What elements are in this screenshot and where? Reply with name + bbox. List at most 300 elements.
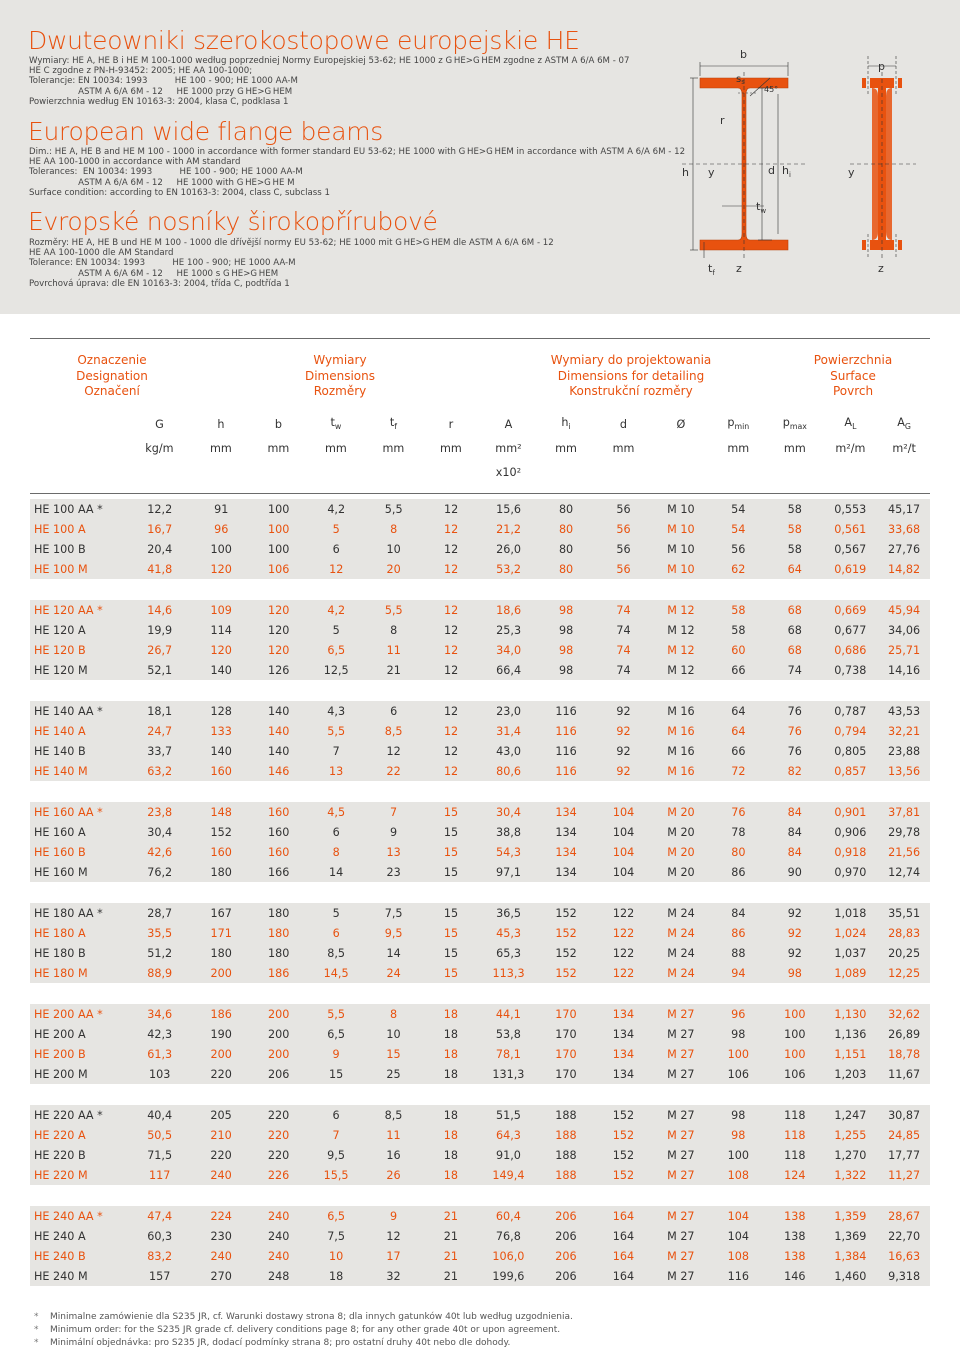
table-cell: M 24: [667, 966, 695, 980]
table-cell: 68: [787, 643, 802, 657]
table-cell: 0,970: [834, 865, 867, 879]
beam-section-diagram: [672, 36, 932, 286]
column-unit: mm: [783, 442, 806, 455]
table-cell: 30,4: [496, 805, 521, 819]
table-cell: 50,5: [147, 1128, 173, 1142]
size-group: [30, 903, 930, 983]
table-cell: 24,85: [888, 1128, 921, 1142]
table-cell: 5: [332, 906, 340, 920]
table-cell: 21: [443, 1209, 458, 1223]
profile-designation: HE 140 AA *: [34, 704, 103, 718]
table-cell: 19,9: [147, 623, 173, 637]
table-cell: 118: [784, 1108, 806, 1122]
table-cell: 167: [210, 906, 232, 920]
column-symbol: h: [217, 417, 225, 431]
table-row: [30, 499, 930, 519]
header-panel: [0, 0, 960, 314]
table-cell: M 20: [667, 845, 695, 859]
table-cell: 140: [268, 704, 290, 718]
table-cell: 12,2: [147, 502, 173, 516]
table-cell: 30,87: [888, 1108, 921, 1122]
column-symbol: G: [155, 417, 164, 431]
table-cell: 6: [332, 825, 340, 839]
profile-designation: HE 180 M: [34, 966, 88, 980]
table-cell: 16: [386, 1148, 401, 1162]
table-cell: 52,1: [147, 663, 173, 677]
table-cell: 18: [443, 1047, 458, 1061]
column-symbol: Ø: [676, 417, 686, 431]
table-cell: 0,787: [834, 704, 867, 718]
table-cell: 1,018: [834, 906, 867, 920]
table-cell: 9: [390, 825, 398, 839]
table-cell: 180: [210, 865, 232, 879]
table-cell: 98: [731, 1027, 746, 1041]
table-cell: 118: [784, 1128, 806, 1142]
table-cell: 21: [443, 1269, 458, 1283]
table-cell: 120: [268, 603, 290, 617]
table-cell: 100: [268, 502, 290, 516]
spec-line: Povrchová úprava: dle EN 10163-3: 2004, třída C, podtřída 1: [29, 278, 290, 289]
table-cell: 16,7: [147, 522, 173, 536]
table-cell: 12,74: [888, 865, 921, 879]
table-cell: 26,89: [888, 1027, 921, 1041]
table-cell: 61,3: [147, 1047, 173, 1061]
profile-designation: HE 140 M: [34, 764, 88, 778]
table-cell: 18,6: [496, 603, 522, 617]
table-cell: 80: [558, 502, 574, 516]
table-cell: 104: [727, 1229, 749, 1243]
table-cell: 248: [267, 1269, 290, 1283]
table-cell: 60,4: [495, 1209, 521, 1223]
table-cell: 9,318: [888, 1269, 921, 1283]
table-cell: 180: [267, 906, 290, 920]
table-cell: 74: [616, 643, 631, 657]
table-cell: 54: [731, 502, 746, 516]
table-cell: 134: [612, 1027, 635, 1041]
table-cell: 18: [443, 1148, 459, 1162]
table-cell: 240: [267, 1209, 290, 1223]
title-english: European wide flange beams: [28, 117, 384, 146]
table-cell: 180: [267, 946, 290, 960]
table-cell: 96: [214, 522, 229, 536]
footnote: * Minimální objednávka: pro S235 JR, dodací podmínky strana 8; pro ostatní druhy 40t nebo dle dohody.: [34, 1338, 511, 1348]
column-symbol: r: [448, 417, 454, 431]
table-cell: 1,089: [834, 966, 867, 980]
table-cell: 157: [149, 1269, 171, 1283]
table-cell: 190: [210, 1027, 232, 1041]
profile-designation: HE 200 AA *: [34, 1007, 103, 1021]
column-symbol: $A_G$: [897, 416, 911, 432]
table-cell: 12: [443, 502, 459, 516]
table-cell: 18: [443, 1007, 458, 1021]
table-cell: 0,906: [834, 825, 867, 839]
table-cell: 62: [731, 562, 746, 576]
table-cell: 134: [555, 805, 577, 819]
table-cell: 0,857: [834, 764, 867, 778]
table-cell: 164: [612, 1229, 635, 1243]
symbol-row: [30, 414, 930, 434]
table-cell: 29,78: [888, 825, 921, 839]
table-cell: 32,62: [888, 1007, 921, 1021]
table-cell: 6: [332, 926, 340, 940]
table-cell: 8,5: [384, 724, 403, 738]
table-cell: 134: [555, 825, 577, 839]
table-cell: M 27: [667, 1047, 695, 1061]
table-cell: 68: [787, 603, 802, 617]
profile-designation: HE 100 B: [34, 542, 86, 556]
column-unit: mm: [267, 442, 290, 455]
table-cell: 12: [444, 623, 459, 637]
table-cell: 206: [555, 1209, 577, 1223]
column-unit: mm: [382, 442, 405, 455]
table-cell: 47,4: [147, 1209, 173, 1223]
table-cell: M 27: [667, 1067, 695, 1081]
table-cell: 26,7: [147, 643, 173, 657]
column-unit: mm: [612, 442, 635, 455]
table-cell: 270: [210, 1269, 232, 1283]
table-cell: 6,5: [327, 643, 346, 657]
table-cell: 164: [612, 1249, 635, 1263]
table-cell: 117: [148, 1168, 171, 1182]
table-cell: 134: [555, 865, 577, 879]
table-cell: 116: [555, 764, 577, 778]
column-symbol: $t_w$: [330, 416, 342, 432]
table-cell: 7,5: [327, 1229, 345, 1243]
table-cell: 104: [612, 845, 635, 859]
table-row: [30, 660, 930, 680]
polish-spec: [29, 56, 629, 107]
table-cell: 53,2: [496, 562, 522, 576]
spec-line: Powierzchnia według EN 10163-3: 2004, klasa C, podklasa 1: [29, 96, 289, 107]
table-cell: 100: [268, 542, 290, 556]
table-cell: 14,6: [147, 603, 173, 617]
table-row: [30, 1024, 930, 1044]
table-cell: 9: [332, 1047, 340, 1061]
table-cell: 104: [612, 825, 635, 839]
table-cell: 126: [268, 663, 290, 677]
table-cell: 82: [787, 764, 802, 778]
profile-designation: HE 140 B: [34, 744, 86, 758]
table-cell: 10: [386, 542, 401, 556]
table-cell: 122: [612, 906, 635, 920]
dim-ss-label: $s_s$: [736, 74, 745, 86]
column-unit: [652, 434, 709, 462]
axis-z-label: z: [878, 262, 884, 275]
dim-d-label: d: [768, 164, 775, 177]
table-cell: 7: [390, 805, 398, 819]
table-cell: 205: [210, 1108, 232, 1122]
table-cell: 240: [210, 1249, 232, 1263]
table-cell: 0,918: [834, 845, 867, 859]
table-cell: 15,5: [323, 1168, 349, 1182]
table-cell: 170: [555, 1047, 577, 1061]
table-cell: 14: [329, 865, 344, 879]
table-cell: 199,6: [492, 1269, 525, 1283]
table-cell: 92: [616, 744, 631, 758]
table-cell: M 24: [667, 926, 695, 940]
table-cell: 146: [784, 1269, 806, 1283]
table-cell: 12: [443, 704, 459, 718]
spec-line: HE C zgodne z PN-H-93452: 2005; HE AA 100-1000;: [29, 66, 253, 77]
table-cell: 14: [386, 946, 401, 960]
column-symbol: d: [619, 417, 628, 431]
table-cell: 83,2: [147, 1249, 173, 1263]
table-cell: 26,0: [496, 542, 522, 556]
table-row: [30, 539, 930, 559]
table-cell: 10: [386, 1027, 401, 1041]
column-symbol: $h_i$: [561, 416, 571, 432]
table-cell: 56: [616, 562, 631, 576]
table-cell: 100: [784, 1007, 806, 1021]
table-cell: 12: [386, 1229, 401, 1243]
table-cell: 220: [210, 1148, 232, 1162]
table-cell: M 20: [667, 825, 695, 839]
table-cell: 15: [443, 865, 459, 879]
table-cell: 5,5: [327, 1007, 345, 1021]
size-group: [30, 499, 930, 579]
table-cell: 160: [210, 845, 232, 859]
table-cell: M 12: [667, 643, 695, 657]
profile-designation: HE 240 M: [34, 1269, 88, 1283]
table-cell: 32: [386, 1269, 401, 1283]
table-cell: 92: [787, 906, 802, 920]
spec-line: Rozměry: HE A, HE B und HE M 100 - 1000 dle dřívější normy EU 53-62; HE 1000 mit G HE>G HEM dle ASTM A 6/A 6M - 12: [29, 238, 554, 248]
profile-designation: HE 160 B: [34, 845, 86, 859]
table-cell: 78: [731, 825, 746, 839]
table-cell: 92: [616, 724, 631, 738]
table-cell: 12: [444, 663, 459, 677]
table-cell: 64,3: [495, 1128, 521, 1142]
table-cell: 21,2: [496, 522, 522, 536]
profile-designation: HE 240 A: [34, 1229, 86, 1243]
table-cell: 220: [267, 1148, 290, 1162]
table-cell: 12: [329, 562, 344, 576]
table-cell: 80: [558, 522, 574, 536]
table-cell: 98: [558, 663, 574, 677]
table-cell: 120: [268, 623, 290, 637]
table-cell: 97,1: [496, 865, 521, 879]
table-cell: 91,0: [495, 1148, 521, 1162]
size-group: [30, 600, 930, 680]
table-cell: 0,553: [834, 502, 867, 516]
size-group: [30, 802, 930, 882]
table-cell: 152: [555, 906, 577, 920]
profile-designation: HE 140 A: [34, 724, 86, 738]
profile-designation: HE 120 AA *: [34, 603, 103, 617]
profile-designation: HE 160 AA *: [34, 805, 103, 819]
table-cell: 12: [443, 744, 459, 758]
table-cell: 18,78: [888, 1047, 921, 1061]
table-cell: 15: [443, 845, 459, 859]
profile-designation: HE 100 M: [34, 562, 88, 576]
table-cell: M 10: [667, 562, 695, 576]
table-cell: 138: [784, 1249, 806, 1263]
table-cell: 122: [612, 946, 635, 960]
table-cell: 94: [731, 966, 746, 980]
table-cell: 33,68: [888, 522, 921, 536]
spec-line: ASTM A 6/A 6M - 12 HE 1000 przy G HE>G HEM: [29, 86, 293, 97]
table-row: [30, 862, 930, 882]
table-cell: 21,56: [888, 845, 921, 859]
table-cell: 18: [443, 1027, 458, 1041]
group-detailing: Wymiary do projektowania Dimensions for detailing Konstrukční rozměry: [550, 353, 712, 398]
table-cell: 20,25: [888, 946, 921, 960]
bullet: *: [34, 1312, 39, 1322]
table-cell: 71,5: [147, 1148, 173, 1162]
table-cell: 220: [267, 1128, 290, 1142]
profile-designation: HE 120 A: [34, 623, 86, 637]
table-cell: 34,6: [147, 1007, 173, 1021]
table-cell: 60: [731, 643, 746, 657]
table-cell: 100: [727, 1148, 749, 1162]
table-cell: 171: [210, 926, 232, 940]
table-cell: 0,794: [834, 724, 867, 738]
table-cell: 66,4: [496, 663, 522, 677]
table-cell: 8,5: [384, 1108, 403, 1122]
table-cell: 31,4: [496, 724, 521, 738]
table-cell: 100: [784, 1047, 806, 1061]
table-cell: 76,2: [147, 865, 173, 879]
table-cell: 12: [444, 603, 459, 617]
table-row: [30, 600, 930, 620]
table-cell: 0,677: [834, 623, 867, 637]
table-cell: 1,460: [834, 1269, 867, 1283]
table-cell: 58: [787, 522, 802, 536]
table-row: [30, 1145, 930, 1165]
table-cell: 180: [210, 946, 232, 960]
table-cell: 15: [443, 805, 459, 819]
table-cell: 13: [329, 764, 344, 778]
table-row: [30, 1044, 930, 1064]
table-cell: 0,805: [834, 744, 867, 758]
profile-designation: HE 180 B: [34, 946, 86, 960]
table-cell: 149,4: [492, 1168, 525, 1182]
table-cell: 84: [787, 825, 802, 839]
table-cell: M 24: [667, 906, 695, 920]
table-cell: 160: [268, 805, 290, 819]
table-cell: 98: [731, 1108, 746, 1122]
dim-hi-label: $h_i$: [782, 164, 791, 179]
column-unit: mm: [210, 442, 232, 455]
table-cell: 12: [443, 542, 459, 556]
table-cell: 116: [555, 744, 577, 758]
table-cell: 188: [555, 1148, 577, 1162]
table-cell: 106,0: [492, 1249, 525, 1263]
column-unit: kg/m: [145, 442, 174, 455]
factor-row: [30, 462, 930, 482]
table-cell: 206: [267, 1067, 290, 1081]
table-cell: 12: [443, 562, 459, 576]
table-cell: 35,5: [147, 926, 173, 940]
table-cell: 51,5: [495, 1108, 521, 1122]
table-cell: 1,247: [834, 1108, 867, 1122]
table-cell: 98: [558, 623, 574, 637]
profile-designation: HE 180 A: [34, 926, 86, 940]
table-row: [30, 1004, 930, 1024]
table-cell: 8: [390, 522, 398, 536]
table-cell: 15: [443, 906, 459, 920]
table-cell: 122: [612, 966, 635, 980]
table-cell: 1,322: [834, 1168, 867, 1182]
table-cell: M 10: [667, 522, 695, 536]
table-cell: 37,81: [888, 805, 921, 819]
table-row: [30, 1226, 930, 1246]
table-cell: 128: [210, 704, 232, 718]
size-group: [30, 1105, 930, 1185]
table-cell: 58: [731, 623, 746, 637]
column-headers: [30, 414, 930, 482]
table-cell: 106: [727, 1067, 749, 1081]
table-cell: M 16: [667, 704, 695, 718]
table-cell: 58: [731, 603, 746, 617]
table-cell: M 16: [667, 744, 695, 758]
table-cell: 80,6: [496, 764, 521, 778]
table-cell: 1,037: [834, 946, 867, 960]
table-cell: 58: [787, 542, 802, 556]
table-cell: 56: [616, 522, 631, 536]
table-cell: 200: [267, 1027, 290, 1041]
data-table: [30, 499, 930, 1286]
table-cell: 10: [328, 1249, 344, 1263]
table-row: [30, 519, 930, 539]
table-cell: 170: [555, 1067, 577, 1081]
table-cell: 134: [612, 1067, 635, 1081]
table-cell: 51,2: [147, 946, 173, 960]
table-cell: 6,5: [327, 1209, 345, 1223]
footnote: * Minimalne zamówienie dla S235 JR, cf. Warunki dostawy strona 8; dla innych gatunków 40t lub według uzgodnienia.: [34, 1312, 573, 1322]
czech-spec: [29, 238, 554, 289]
table-cell: 120: [268, 643, 290, 657]
table-cell: 23,0: [496, 704, 521, 718]
table-cell: 98: [558, 603, 574, 617]
table-cell: 74: [616, 663, 631, 677]
table-cell: 14,5: [323, 966, 349, 980]
table-cell: 103: [149, 1067, 171, 1081]
table-cell: 9,5: [384, 926, 403, 940]
table-cell: 25: [386, 1067, 401, 1081]
spec-line: ASTM A 6/A 6M - 12 HE 1000 with G HE>G HE M: [29, 177, 295, 188]
table-cell: 84: [787, 845, 802, 859]
table-cell: 45,3: [496, 926, 521, 940]
table-cell: 164: [612, 1269, 635, 1283]
table-cell: 210: [210, 1128, 232, 1142]
table-cell: 170: [555, 1007, 577, 1021]
bullet: *: [34, 1325, 39, 1335]
table-cell: 122: [612, 926, 635, 940]
table-cell: 8: [390, 623, 398, 637]
table-cell: 134: [612, 1007, 635, 1021]
table-cell: 76,8: [495, 1229, 521, 1243]
title-polish: Dwuteowniki szerokostopowe europejskie HE: [28, 26, 580, 55]
table-row: [30, 822, 930, 842]
table-cell: 24: [386, 966, 401, 980]
table-cell: 15: [328, 1067, 344, 1081]
dim-b-label: b: [740, 48, 747, 61]
table-cell: 54: [731, 522, 746, 536]
profile-designation: HE 220 AA *: [34, 1108, 103, 1122]
table-cell: 13,56: [888, 764, 921, 778]
group-surface: Powierzchnia Surface Povrch: [813, 353, 893, 398]
table-row: [30, 923, 930, 943]
table-row: [30, 1165, 930, 1185]
axis-y-label: y: [848, 166, 855, 179]
table-cell: 11,67: [888, 1067, 921, 1081]
table-cell: 64: [731, 724, 746, 738]
table-cell: 164: [612, 1209, 635, 1223]
profile-designation: HE 100 A: [34, 522, 86, 536]
table-row: [30, 963, 930, 983]
table-cell: 44,1: [495, 1007, 521, 1021]
